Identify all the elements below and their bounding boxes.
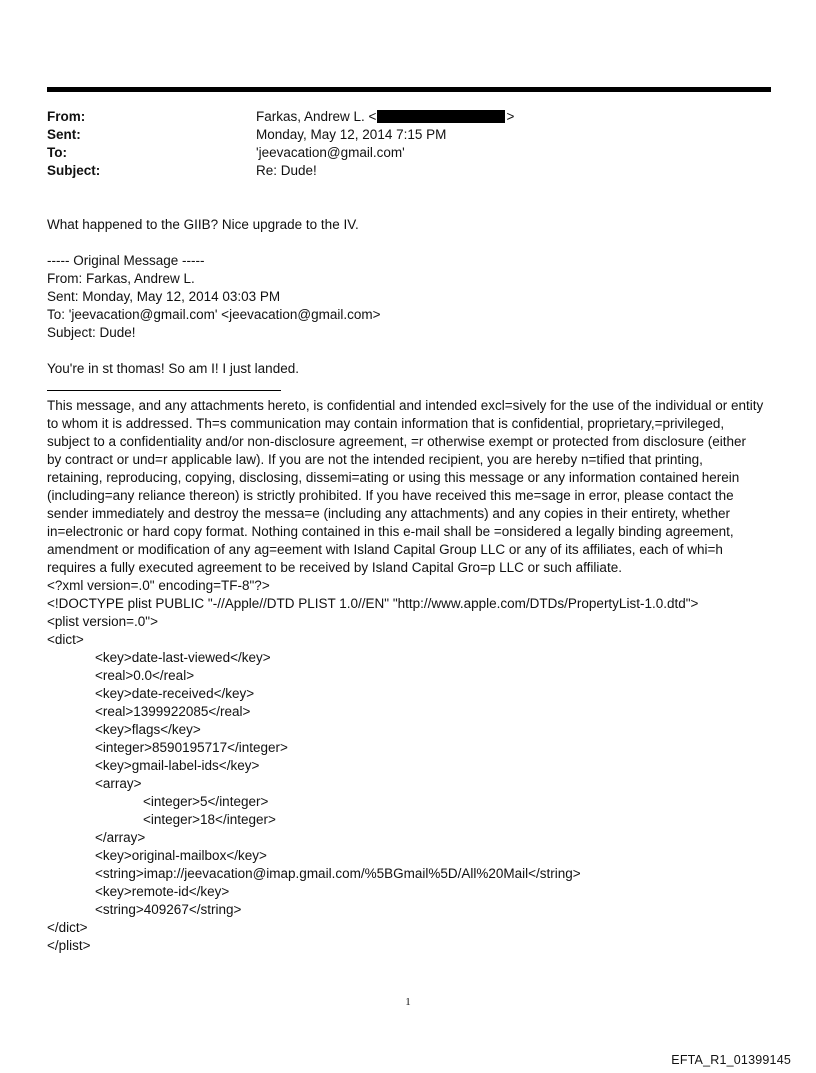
disclaimer-line: (including=any reliance thereon) is strictly prohibited. If you have received this me=sage in error, please contact the <box>47 488 734 503</box>
plist-entry: <key>date-received</key> <box>95 686 255 701</box>
to-value: 'jeevacation@gmail.com' <box>256 145 405 160</box>
subject-label: Subject: <box>47 163 101 178</box>
original-message-marker: ----- Original Message ----- <box>47 253 205 268</box>
plist-entry: <string>imap://jeevacation@imap.gmail.com/%5BGmail%5D/All%20Mail</string> <box>95 866 581 881</box>
disclaimer-line: amendment or modification of any ag=eement with Island Capital Group LLC or any of its affiliates, each of whi=h <box>47 542 723 557</box>
top-rule <box>47 87 771 92</box>
sent-value: Monday, May 12, 2014 7:15 PM <box>256 127 447 142</box>
plist-close: </plist> <box>47 938 91 953</box>
plist-entry: <array> <box>95 776 142 791</box>
original-to: To: 'jeevacation@gmail.com' <jeevacation@gmail.com> <box>47 307 381 322</box>
confidentiality-disclaimer <box>47 397 771 577</box>
to-row <box>47 144 771 162</box>
from-suffix: > <box>506 109 515 124</box>
plist-entry: <real>1399922085</real> <box>95 704 251 719</box>
from-row <box>47 108 771 126</box>
email-header <box>47 108 771 180</box>
disclaimer-line: sender immediately and destroy the messa=e (including any attachments) and any copies in their entirety, whether <box>47 506 730 521</box>
disclaimer-line: by contract or und=r applicable law). If you are not the intended recipient, you are hereby n=tified that printing, <box>47 452 703 467</box>
plist-entry: <key>original-mailbox</key> <box>95 848 267 863</box>
sent-row <box>47 126 771 144</box>
plist-entry: <key>flags</key> <box>95 722 201 737</box>
original-body: You're in st thomas! So am I! I just landed. <box>47 361 299 376</box>
disclaimer-line: in=electronic or hard copy format. Nothing contained in this e-mail shall be =onsidered a legally binding agreement, <box>47 524 734 539</box>
page-number: 1 <box>405 996 411 1008</box>
disclaimer-line: requires a fully executed agreement to be received by Island Capital Gro=p LLC or such affiliate. <box>47 560 622 575</box>
plist-entry: <real>0.0</real> <box>95 668 195 683</box>
plist-entry: <integer>5</integer> <box>143 794 269 809</box>
plist-entry: <string>409267</string> <box>95 902 242 917</box>
from-value <box>256 108 771 126</box>
original-subject: Subject: Dude! <box>47 325 136 340</box>
disclaimer-line: to whom it is addressed. Th=s communication may contain information that is confidential, proprietary,=privileged, <box>47 416 725 431</box>
sent-label: Sent: <box>47 127 81 142</box>
subject-value: Re: Dude! <box>256 163 317 178</box>
plist-entry: <integer>18</integer> <box>143 812 276 827</box>
subject-row <box>47 162 771 180</box>
plist-entry: <integer>8590195717</integer> <box>95 740 288 755</box>
plist-entry: <key>gmail-label-ids</key> <box>95 758 260 773</box>
plist-entry: </array> <box>95 830 146 845</box>
plist-entry: <key>remote-id</key> <box>95 884 230 899</box>
dict-open: <dict> <box>47 632 84 647</box>
plist-open: <plist version=.0"> <box>47 614 158 629</box>
original-from: From: Farkas, Andrew L. <box>47 271 195 286</box>
plist-metadata <box>47 577 777 955</box>
original-sent: Sent: Monday, May 12, 2014 03:03 PM <box>47 289 281 304</box>
from-name: Farkas, Andrew L. < <box>256 109 377 124</box>
to-label: To: <box>47 145 67 160</box>
disclaimer-line: This message, and any attachments hereto, is confidential and intended excl=sively for the use of the individual or entity <box>47 398 764 413</box>
disclaimer-line: retaining, reproducing, copying, disclosing, dissemi=ating or using this message or any information contained herein <box>47 470 740 485</box>
reply-text: What happened to the GIIB? Nice upgrade to the IV. <box>47 217 359 232</box>
bates-number: EFTA_R1_01399145 <box>671 1053 791 1067</box>
disclaimer-line: subject to a confidentiality and/or non-disclosure agreement, =r otherwise exempt or protected from disclosure (either <box>47 434 746 449</box>
xml-declaration: <?xml version=.0" encoding=TF-8"?> <box>47 578 270 593</box>
doctype-line: <!DOCTYPE plist PUBLIC "-//Apple//DTD PLIST 1.0//EN" "http://www.apple.com/DTDs/PropertyList-1.0.dtd"> <box>47 596 699 611</box>
redaction-bar <box>377 110 505 123</box>
from-label: From: <box>47 109 86 124</box>
plist-entry: <key>date-last-viewed</key> <box>95 650 271 665</box>
dict-close: </dict> <box>47 920 88 935</box>
message-body <box>47 216 777 955</box>
signature-divider <box>47 390 281 391</box>
